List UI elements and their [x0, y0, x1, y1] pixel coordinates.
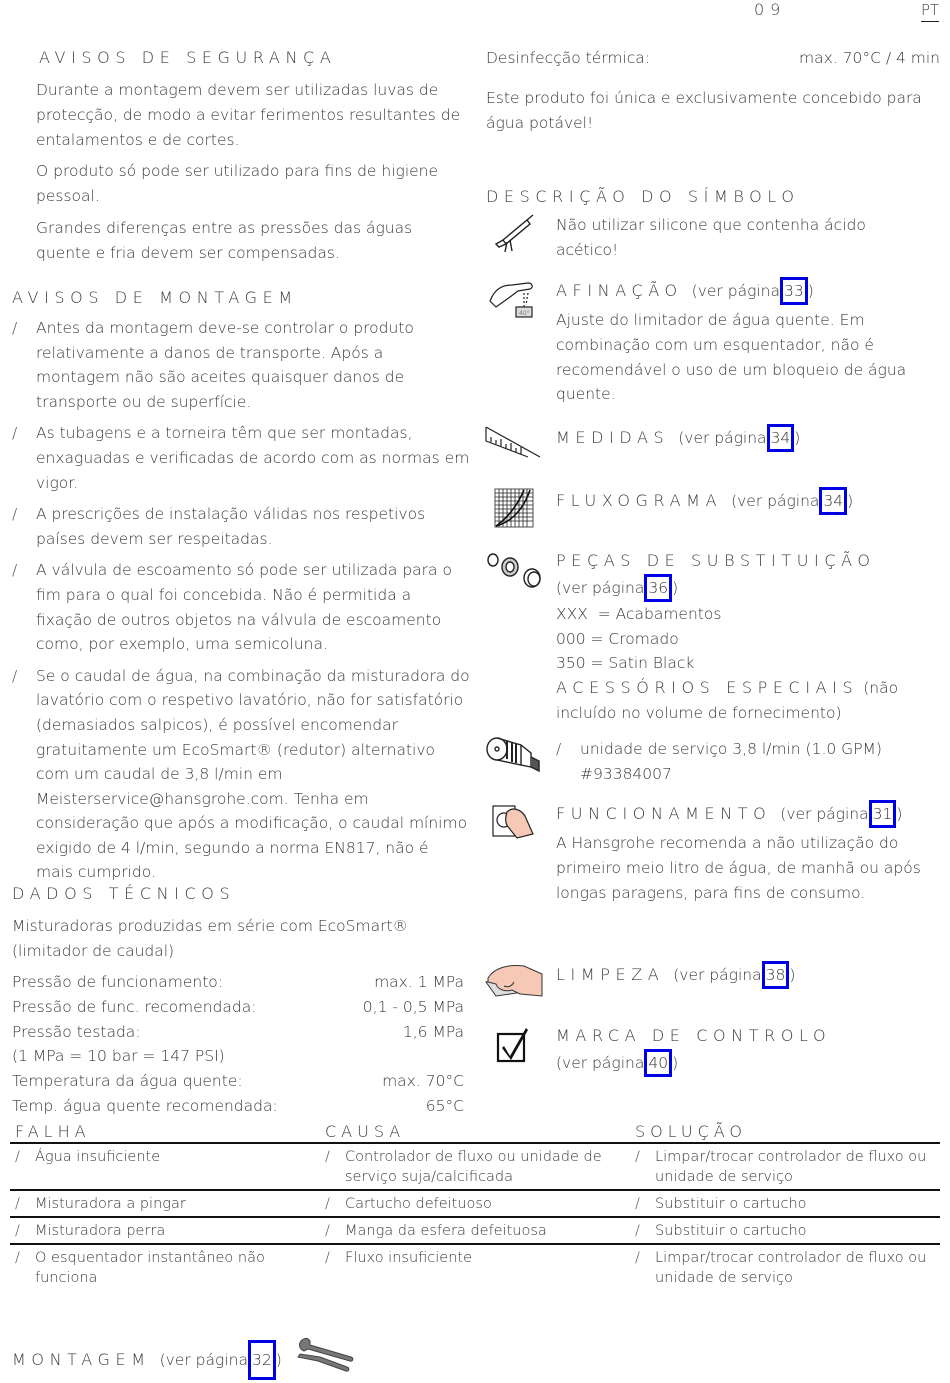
bullet: / — [12, 505, 18, 524]
cell-text: Substituir o cartucho — [655, 1196, 807, 1212]
silicone-note: Não utilizar silicone que contenha ácido acético! — [556, 216, 866, 259]
accessory-code: #93384007 — [580, 764, 672, 783]
close-paren: ) — [672, 578, 679, 597]
solution-cell — [630, 1190, 940, 1217]
list-item — [12, 502, 470, 551]
see-page-label: (ver página — [731, 492, 820, 510]
table-row — [10, 1190, 940, 1217]
cell-text: Água insuficiente — [35, 1149, 161, 1165]
bullet: / — [12, 319, 18, 337]
see-page-label: (ver página — [159, 1351, 248, 1369]
page-link-31[interactable]: 31 — [869, 800, 897, 828]
list-item-text: A válvula de escoamento só pode ser utilizada para o fim para o qual foi concebida. Não é permitida a fixação de outros objetos na válvula de escoamento como, por exemplo, uma semicoluna. — [36, 561, 452, 654]
list-item-text: A prescrições de instalação válidas nos respetivos países devem ser respeitadas. — [36, 505, 426, 548]
spec-label: Pressão de funcionamento: — [12, 973, 223, 991]
cause-cell — [320, 1143, 630, 1190]
cleaning-title: LIMPEZA — [556, 965, 665, 984]
accessories-title: ACESSÓRIOS ESPECIAIS — [556, 678, 859, 698]
close-paren: ) — [672, 1053, 679, 1072]
flow-graph-icon — [494, 488, 534, 528]
spec-value: max. 70°C / 4 min — [798, 49, 940, 67]
language-code: PT — [921, 1, 940, 19]
technical-intro: Misturadoras produzidas em série com EcoSmart® (limitador de caudal) — [12, 917, 409, 960]
adjustment-heading — [556, 277, 814, 305]
cleaning-heading — [556, 961, 795, 989]
assembly-notes-title: AVISOS DE MONTAGEM — [12, 288, 298, 307]
table-row — [10, 1217, 940, 1244]
bullet: / — [15, 1250, 20, 1266]
safety-paragraph: O produto só pode ser utilizado para fins de higiene pessoal. — [36, 162, 439, 206]
see-page-label: (ver página — [673, 966, 762, 984]
list-item — [12, 316, 470, 414]
cell-text: Controlador de fluxo ou unidade de serviço suja/calcificada — [345, 1149, 602, 1185]
close-paren: ) — [794, 429, 801, 447]
close-paren: ) — [275, 1351, 282, 1369]
flow-diagram-heading — [556, 487, 853, 515]
page-link-32[interactable]: 32 — [248, 1340, 276, 1380]
page-link-34[interactable]: 34 — [819, 487, 847, 515]
cell-text: Manga da esfera defeituosa — [345, 1223, 547, 1239]
cause-cell — [320, 1190, 630, 1217]
list-item-text: Se o caudal de água, na combinação da misturadora do lavatório com o respetivo lavatório, não for satisfatório (demasiados salpicos), é possível encomendar gratuitamente um EcoSmart® (redutor) alternativo com um caudal de 3,8 l/min em Meisterservice@hansgrohe.com. Tenha em consideração que após a modificação, o caudal mínimo exigido de 4 l/min, segundo a norma EN817, não é mais cumprido. — [36, 666, 470, 882]
spec-label: Temp. água quente recomendada: — [12, 1096, 278, 1115]
bullet: / — [556, 740, 562, 758]
dimensions-title: MEDIDAS — [556, 428, 670, 447]
cell-text: Limpar/trocar controlador de fluxo ou unidade de serviço — [655, 1250, 927, 1286]
safety-title: AVISOS DE SEGURANÇA — [39, 48, 337, 67]
safety-paragraph: Grandes diferenças entre as pressões das águas quente e fria devem ser compensadas. — [36, 218, 413, 262]
bullet: / — [325, 1196, 330, 1212]
page-link-38[interactable]: 38 — [762, 961, 790, 989]
spec-row — [12, 1020, 464, 1045]
mounting-title: MONTAGEM — [12, 1350, 151, 1369]
close-paren: ) — [847, 492, 854, 510]
potable-water-note: Este produto foi única e exclusivamente concebido para água potável! — [486, 89, 922, 132]
bullet: / — [635, 1196, 640, 1212]
ruler-icon — [484, 425, 542, 461]
operation-text: A Hansgrohe recomenda a não utilização do primeiro meio litro de água, de manhã ou após longas paragens, para fins de consumo. — [556, 834, 921, 902]
silicone-gun-icon — [493, 214, 537, 254]
tools-icon — [296, 1335, 356, 1375]
cell-text: Fluxo insuficiente — [345, 1250, 472, 1266]
bullet: / — [635, 1250, 640, 1266]
spare-parts-title: PEÇAS DE SUBSTITUIÇÃO — [556, 551, 876, 570]
accessory-item — [556, 737, 936, 787]
accessories-heading — [556, 676, 946, 726]
table-header-row — [10, 1122, 940, 1143]
spec-value: 1,6 MPa — [402, 1022, 464, 1041]
adjustment-title: AFINAÇÃO — [556, 281, 683, 300]
bullet: / — [15, 1196, 20, 1212]
spec-value: max. 1 MPa — [374, 973, 464, 991]
list-item-text: As tubagens e a torneira têm que ser montadas, enxaguadas e verificadas de acordo com as normas em vigor. — [36, 424, 470, 492]
svg-text:40°: 40° — [519, 310, 530, 317]
solution-cell — [630, 1244, 940, 1290]
solution-cell — [630, 1217, 940, 1244]
solution-cell — [630, 1143, 940, 1190]
safety-section — [36, 78, 461, 266]
spec-label: Desinfecção térmica: — [486, 49, 650, 67]
bullet: / — [325, 1149, 330, 1165]
dimensions-heading — [556, 424, 800, 452]
mounting-heading — [12, 1340, 282, 1380]
bullet: / — [325, 1223, 330, 1239]
troubleshooting-table — [10, 1122, 940, 1290]
temperature-adjust-icon — [488, 277, 536, 319]
bullet: / — [635, 1223, 640, 1239]
bullet: / — [635, 1149, 640, 1165]
test-mark-title: MARCA DE CONTROLO — [556, 1026, 832, 1045]
accessory-text: unidade de serviço 3,8 l/min (1.0 GPM) — [580, 740, 882, 758]
list-item — [12, 664, 470, 885]
bullet: / — [325, 1250, 330, 1266]
cleaning-hand-icon — [484, 962, 544, 998]
see-page-label: (ver página — [780, 805, 869, 823]
spec-row — [12, 970, 464, 995]
flow-diagram-title: FLUXOGRAMA — [556, 491, 723, 510]
operation-heading — [556, 800, 902, 828]
language-tab — [921, 0, 939, 22]
spec-value: 65°C — [425, 1096, 464, 1115]
adjustment-text: Ajuste do limitador de água quente. Em combinação com um esquentador, não é recomendável o uso de um bloqueio de água quente. — [556, 311, 907, 404]
column-header-fault: FALHA — [10, 1122, 320, 1143]
disinfection-row — [486, 46, 940, 71]
test-mark-page-ref — [556, 1049, 831, 1077]
spare-parts-icon — [486, 550, 544, 590]
see-page-label: (ver página — [556, 578, 645, 597]
checkbox-icon — [496, 1026, 532, 1064]
cell-text: Limpar/trocar controlador de fluxo ou unidade de serviço — [655, 1149, 927, 1185]
fault-cell — [10, 1217, 320, 1244]
page-link-40[interactable]: 40 — [644, 1049, 672, 1077]
spec-row — [12, 1094, 464, 1119]
fault-cell — [10, 1143, 320, 1190]
cell-text: O esquentador instantâneo não funciona — [35, 1250, 265, 1286]
cell-text: Misturadora a pingar — [35, 1196, 186, 1212]
page-link-36[interactable]: 36 — [644, 574, 672, 602]
hand-handle-icon — [491, 800, 539, 840]
service-unit-icon — [485, 735, 543, 779]
cell-text: Misturadora perra — [35, 1223, 166, 1239]
see-page-label: (ver página — [678, 429, 767, 447]
assembly-notes-list — [12, 316, 470, 892]
spec-row — [12, 995, 464, 1020]
spec-value: max. 70°C — [382, 1072, 464, 1091]
spec-label: Pressão de func. recomendada: — [12, 997, 257, 1016]
accessories-note: (não incluído no volume de fornecimento) — [556, 679, 899, 722]
spare-parts-page-ref — [556, 574, 946, 602]
bullet: / — [12, 666, 18, 685]
bullet: / — [12, 561, 18, 580]
technical-table — [12, 970, 464, 1119]
bullet: / — [15, 1149, 20, 1165]
bullet: / — [12, 424, 18, 443]
close-paren: ) — [896, 805, 903, 823]
table-row — [10, 1244, 940, 1290]
list-item — [12, 558, 470, 656]
troubleshooting-table-wrap — [10, 1122, 940, 1290]
list-item-text: Antes da montagem deve-se controlar o produto relativamente a danos de transporte. Após a montagem não são aceites quaisquer danos de transporte ou de superfície. — [36, 319, 414, 411]
symbols-title: DESCRIÇÃO DO SÍMBOLO — [486, 187, 800, 206]
finish-code: 000 = Cromado — [556, 629, 679, 648]
test-mark-section — [556, 1024, 831, 1077]
spec-label: Pressão testada: — [12, 1022, 141, 1041]
technical-title: DADOS TÉCNICOS — [12, 884, 236, 903]
bullet: / — [15, 1223, 20, 1239]
column-header-cause: CAUSA — [320, 1122, 630, 1143]
spec-row — [12, 1069, 464, 1094]
spare-parts-section — [556, 549, 946, 726]
cell-text: Cartucho defeituoso — [345, 1196, 492, 1212]
see-page-label: (ver página — [556, 1053, 645, 1072]
cause-cell — [320, 1217, 630, 1244]
table-row — [10, 1143, 940, 1190]
column-header-solution: SOLUÇÃO — [630, 1122, 940, 1143]
cell-text: Substituir o cartucho — [655, 1223, 807, 1239]
spec-label: Temperatura da água quente: — [12, 1072, 243, 1091]
finish-code: XXX = Acabamentos — [556, 604, 722, 623]
close-paren: ) — [807, 282, 814, 300]
spec-row — [12, 1044, 464, 1069]
list-item — [12, 421, 470, 495]
close-paren: ) — [789, 966, 796, 984]
cause-cell — [320, 1244, 630, 1290]
fault-cell — [10, 1190, 320, 1217]
page-link-34[interactable]: 34 — [767, 424, 795, 452]
spec-label: (1 MPa = 10 bar = 147 PSI) — [12, 1047, 225, 1066]
see-page-label: (ver página — [691, 282, 780, 300]
fault-cell — [10, 1244, 320, 1290]
operation-title: FUNCIONAMENTO — [556, 804, 772, 823]
page-link-33[interactable]: 33 — [780, 277, 808, 305]
spec-value: 0,1 - 0,5 MPa — [362, 997, 464, 1016]
safety-paragraph: Durante a montagem devem ser utilizadas luvas de protecção, de modo a evitar ferimentos resultantes de entalamentos e de cortes. — [36, 81, 461, 149]
finish-code: 350 = Satin Black — [556, 654, 695, 673]
page-number: 09 — [754, 0, 787, 19]
